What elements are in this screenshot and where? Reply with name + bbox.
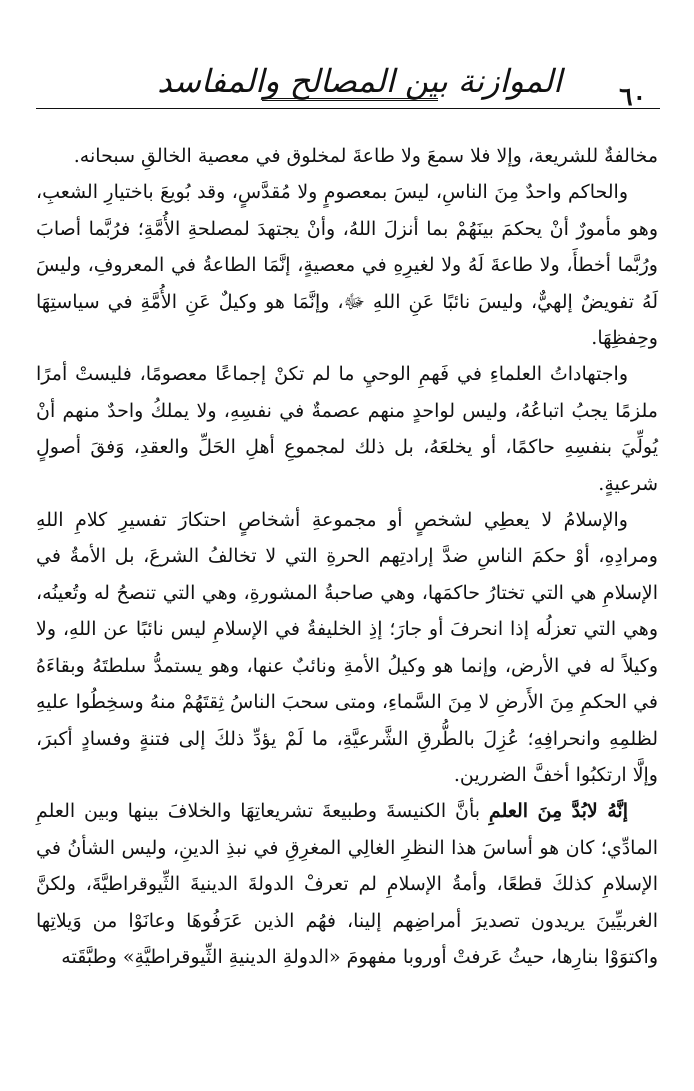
paragraph-text: والحاكم واحدٌ مِنَ الناسِ، ليسَ بمعصومٍ ولا مُقدَّسٍ، وقد بُويعَ باختيارِ الشعبِ، وهو مأمورٌ أنْ يحكمَ بينَهُمْ بما أنزلَ اللهُ، وأنْ يجتهدَ لمصلحةِ الأُمَّةِ؛ فرُبَّما أصابَ ورُبَّما أخطأَ، ولا طاعةَ لَهُ ولا لغيرِهِ في معصيةٍ، إنَّمَا الطاعةُ في المعروفِ، وليسَ لَهُ تفويضٌ إلهيٌّ، وليسَ نائبًا عَنِ اللهِ ﷻ، وإنَّمَا هو وكيلٌ عَنِ الأُمَّةِ في سياستِهَا وحِفظِهَا. <box>36 181 658 350</box>
paragraph <box>36 793 658 975</box>
paragraph-text: مخالفةٌ للشريعة، وإلا فلا سمعَ ولا طاعةَ لمخلوق في معصية الخالقِ سبحانه. <box>73 145 658 167</box>
paragraph-text: واجتهاداتُ العلماءِ في فَهمِ الوحيِ ما لم تكنْ إجماعًا معصومًا، فليستْ أمرًا ملزمًا يجبُ اتباعُهُ، وليس لواحدٍ منهم عصمةٌ في نفسِهِ، ولا يملكُ واحدٌ منهم أنْ يُولِّيَ بنفسِهِ حاكمًا، أو يخلعَهُ، بل ذلك لمجموعِ أهلِ الحَلِّ والعقدِ، وَفقَ أصولٍ شرعيةٍ. <box>36 363 658 495</box>
paragraph <box>36 174 658 356</box>
running-title: الموازنة بين المصالح والمفاسد <box>157 62 562 100</box>
paragraph <box>36 502 658 793</box>
paragraph-lead-bold: إنَّهُ لابُدَّ مِنَ العلمِ <box>488 800 628 823</box>
page-number: ٦٠ <box>619 82 646 111</box>
paragraph <box>36 138 658 174</box>
page-header <box>36 58 660 110</box>
header-decorative-rule <box>262 98 438 101</box>
paragraph <box>36 356 658 502</box>
paragraph-text: بأنَّ الكنيسةَ وطبيعةَ تشريعاتِهَا والخلافَ بينها وبين العلمِ المادِّي؛ كان هو أساسَ هذا النظرِ الغالِي المغرِقِ في نبذِ الدينِ، وليس الشأنُ في الإسلامِ كذلكَ قطعًا، وأمةُ الإسلامِ لم تعرفْ الدولةَ الدينيةَ الثِّيوقراطيَّةَ، ولكنَّ الغربيِّينَ يريدون تصديرَ أمراضِهم إلينا، فهُم الذين عَرَفُوهَا وعانَوْا من وَيلاتِها واكتوَوْا بنارِها، حيثُ عَرفتْ أوروبا مفهومَ «الدولةِ الدينيةِ الثِّيوقراطيَّةِ» وطبَّقَته <box>36 800 658 968</box>
header-divider <box>36 108 660 109</box>
paragraph-text: والإسلامُ لا يعطِي لشخصٍ أو مجموعةِ أشخاصٍ احتكارَ تفسيرِ كلامِ اللهِ ومرادِهِ، أوْ حكمَ الناسِ ضدَّ إرادتِهم الحرةِ التي لا تخالفُ الشرعَ، بل الأمةُ في الإسلامِ هي التي تختارُ حاكمَها، وهي صاحبةُ المشورةِ، وهي التي تنصحُ له وتُعينُه، وهي التي تعزلُه إذا انحرفَ أو جارَ؛ إذِ الخليفةُ في الإسلامِ ليس نائبًا عن اللهِ، ولا وكيلاً له في الأرض، وإنما هو وكيلُ الأمةِ ونائبٌ عنها، وهو يستمدُّ سلطتَهُ وبقاءَهُ في الحكمِ مِنَ الأَرضِ لا مِنَ السَّماءِ، ومتى سحبَ الناسُ ثِقتَهُمْ منهُ وسخِطُوا عليهِ لظلمِهِ وانحرافِهِ؛ عُزِلَ بالطُّرقِ الشَّرعيَّةِ، ما لَمْ يؤدِّ ذلكَ إلى فتنةٍ وفسادٍ أكبرَ، وإلَّا ارتكبُوا أخفَّ الضررين. <box>36 509 658 786</box>
body-text <box>36 138 658 975</box>
